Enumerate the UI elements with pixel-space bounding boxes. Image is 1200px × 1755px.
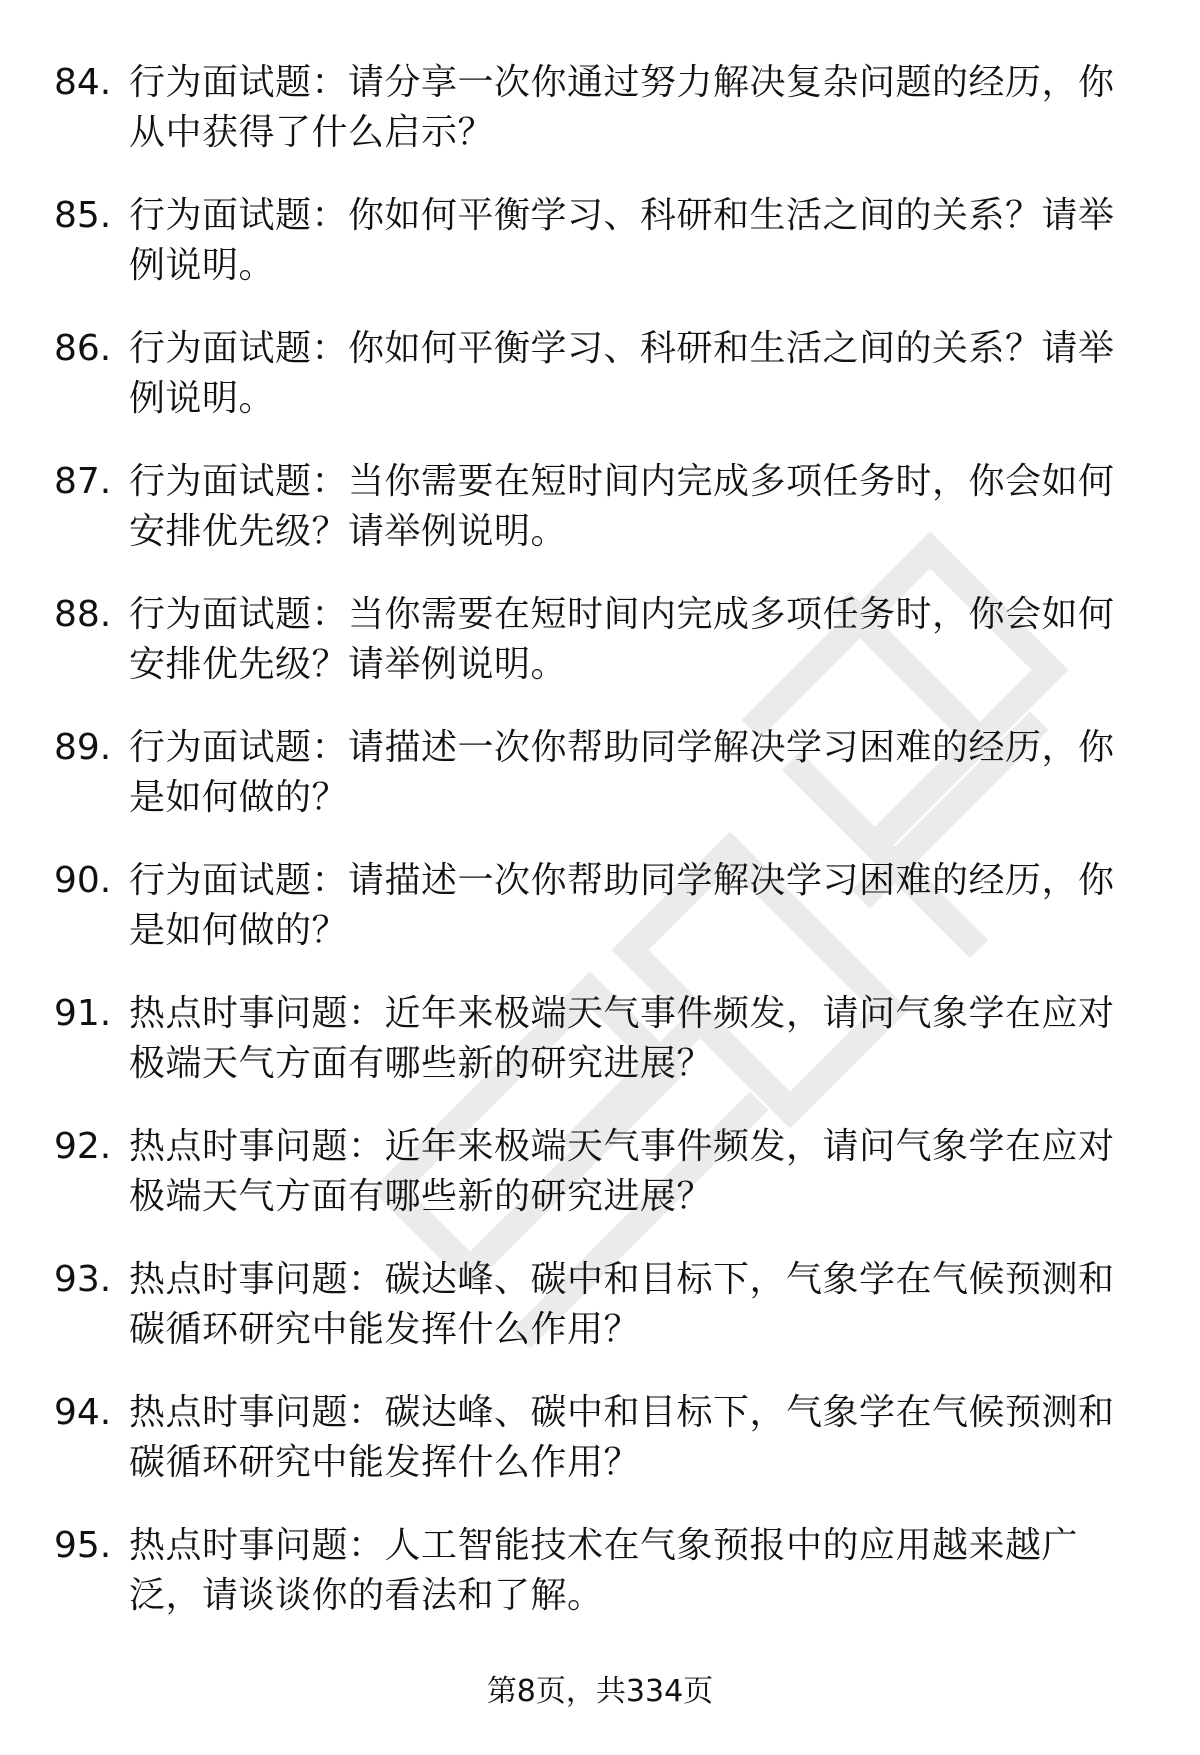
question-item xyxy=(0,723,1200,856)
question-item xyxy=(0,457,1200,590)
question-text: 行为面试题：当你需要在短时间内完成多项任务时，你会如何安排优先级？请举例说明。 xyxy=(129,461,1115,552)
question-number: 85. xyxy=(54,195,112,236)
question-number: 88. xyxy=(54,594,112,635)
question-item xyxy=(0,989,1200,1122)
question-text: 热点时事问题：近年来极端天气事件频发，请问气象学在应对极端天气方面有哪些新的研究进展？ xyxy=(129,993,1115,1084)
question-text: 行为面试题：请描述一次你帮助同学解决学习困难的经历，你是如何做的？ xyxy=(129,860,1115,951)
question-text: 行为面试题：你如何平衡学习、科研和生活之间的关系？请举例说明。 xyxy=(129,195,1115,286)
question-text: 行为面试题：当你需要在短时间内完成多项任务时，你会如何安排优先级？请举例说明。 xyxy=(129,594,1115,685)
question-number: 86. xyxy=(54,328,112,369)
question-list xyxy=(0,58,1200,1654)
question-number: 92. xyxy=(54,1126,112,1167)
question-item xyxy=(0,1388,1200,1521)
question-text: 热点时事问题：碳达峰、碳中和目标下，气象学在气候预测和碳循环研究中能发挥什么作用？ xyxy=(129,1392,1115,1483)
question-number: 95. xyxy=(54,1525,112,1566)
question-text: 行为面试题：请分享一次你通过努力解决复杂问题的经历，你从中获得了什么启示？ xyxy=(129,62,1115,153)
question-item xyxy=(0,1255,1200,1388)
question-number: 94. xyxy=(54,1392,112,1433)
question-number: 91. xyxy=(54,993,112,1034)
page-footer xyxy=(0,1672,1200,1712)
question-text: 热点时事问题：人工智能技术在气象预报中的应用越来越广泛，请谈谈你的看法和了解。 xyxy=(129,1525,1079,1616)
question-number: 84. xyxy=(54,62,112,103)
question-item xyxy=(0,590,1200,723)
question-text: 行为面试题：请描述一次你帮助同学解决学习困难的经历，你是如何做的？ xyxy=(129,727,1115,818)
question-item xyxy=(0,324,1200,457)
question-text: 热点时事问题：近年来极端天气事件频发，请问气象学在应对极端天气方面有哪些新的研究进展？ xyxy=(129,1126,1115,1217)
question-number: 89. xyxy=(54,727,112,768)
page-number-label: 第8页，共334页 xyxy=(486,1674,714,1709)
question-item xyxy=(0,58,1200,191)
question-item xyxy=(0,856,1200,989)
question-text: 热点时事问题：碳达峰、碳中和目标下，气象学在气候预测和碳循环研究中能发挥什么作用？ xyxy=(129,1259,1115,1350)
question-number: 93. xyxy=(54,1259,112,1300)
question-item xyxy=(0,1122,1200,1255)
question-text: 行为面试题：你如何平衡学习、科研和生活之间的关系？请举例说明。 xyxy=(129,328,1115,419)
question-number: 87. xyxy=(54,461,112,502)
question-number: 90. xyxy=(54,860,112,901)
question-item xyxy=(0,1521,1200,1654)
question-item xyxy=(0,191,1200,324)
